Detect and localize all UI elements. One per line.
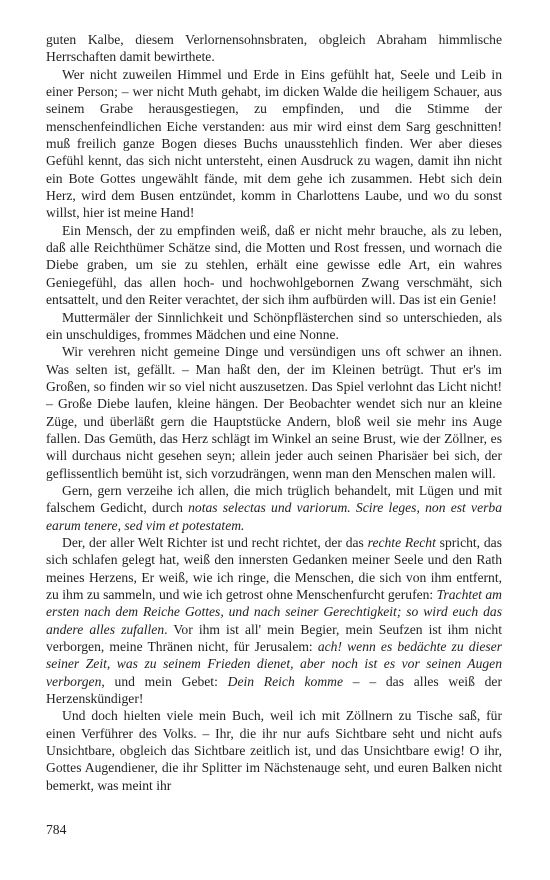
italic-text-run: Dein Reich komme [227,673,344,689]
paragraph [46,534,502,707]
text-run: Und doch hielten viele mein Buch, weil ich mit Zöllnern zu Tische saß, für einen Verführer des Volks. – Ihr, die ihr nur aufs Sichtbare seht und nicht aufs Unsichtbare, obgleich das Sichtbare zeitlich ist, und das Unsichtbare ewig! O ihr, Gottes Augendiener, die ihr Splitter im Nächstenauge seht, und euren Balken nicht bemerkt, was meint ihr [46,708,502,793]
text-run: Wir verehren nicht gemeine Dinge und versündigen uns oft schwer an ihnen. Was selten ist, gefällt. – Man haßt den, der im Kleinen betrügt. Thut er's im Großen, so finden wir so viel nicht auszusetzen. Das Spiel verlohnt das Licht nicht! – Große Diebe laufen, kleine hängen. Der Beobachter wendet sich nur an kleine Züge, und überläßt gern die Hauptstücke Andern, bloß weil sie mehr ins Auge fallen. Das Gemüth, das Herz schlägt im Winkel an seine Brust, wie der Zöllner, es will durchaus nicht gesehen seyn; allein jeder auch seinen Pharisäer bei sich, der geflissentlich bemüht ist, sich vorzudrängen, wenn man den Menschen malen will. [46,344,502,481]
text-run: Muttermäler der Sinnlichkeit und Schönpflästerchen sind so unterschieden, als ein unschuldiges, frommes Mädchen und eine Nonne. [46,309,502,342]
italic-text-run: rechte Recht [367,534,436,550]
page-text-block [46,31,502,794]
text-run: Gern, gern verzeihe ich allen, die mich trüglich behandelt, mit Lügen und mit falschem Gedicht, durch [46,482,502,516]
paragraph [46,222,502,309]
paragraph [46,31,502,66]
text-run: Ein Mensch, der zu empfinden weiß, daß er nicht mehr brauche, als zu leben, daß alle Reichthümer Schätze sind, die Motten und Rost fressen, und wornach die Diebe graben, um sie zu stehlen, erhält eine gewisse edle Art, ein wahres Geniegefühl, das allen hoch- und hochwohlgebornen Zwang verschmäht, sich entsattelt, und den Reiter verachtet, der sich ihm aufbürden will. Das ist ein Genie! [46,222,502,308]
page-number: 784 [46,822,67,837]
text-run: . Vor ihm ist all' mein Begier, mein Seufzen ist ihm nicht verborgen, meine Thränen nicht, für Jerusalem: [46,621,502,655]
italic-text-run: ach! wenn es bedächte zu dieser seiner Zeit, was zu seinem Frieden dienet, aber noch ist es vor seinen Augen verborgen [46,639,502,689]
paragraph [46,343,502,482]
italic-text-run: notas selectas und variorum. Scire leges, non est verba earum tenere, sed vim et potestatem. [46,500,502,533]
paragraph [46,707,502,794]
italic-text-run: Trachtet am ersten nach dem Reiche Gottes, und nach seiner Gerechtigkeit; so wird euch das andere alles zufallen [46,587,502,637]
paragraph [46,482,502,534]
paragraph [46,309,502,344]
text-run: guten Kalbe, diesem Verlornensohnsbraten, obgleich Abraham himmlische Herrschaften damit bewirthete. [46,32,502,65]
text-run: Der, der aller Welt Richter ist und recht richtet, der das [62,534,368,550]
text-run: , und mein Gebet: [101,673,228,689]
text-run: – – das alles weiß der Herzenskündiger! [46,673,502,707]
paragraph [46,66,502,222]
text-run: spricht, das sich schlafen gelegt hat, weiß den innersten Gedanken meiner Seele und den Rath meines Herzens, Er weiß, wie ich ringe, die Menschen, die sich von ihm entfernt, zu ihm zu sammeln, und wie ich getrost ohne Menschenfurcht gerufen: [46,534,502,602]
text-run: Wer nicht zuweilen Himmel und Erde in Eins gefühlt hat, Seele und Leib in einer Person; – wer nicht Muth gehabt, im dicken Walde die heiligem Schauer, aus seinem Grabe herausgestiegen, zu empfinden, und die Stimme der menschenfeindlichen Eiche verstanden: aus mir wird einst dem Sarg geschnitten! muß freilich ganze Bogen dieses Buchs unausstehlich finden. Wer aber dieses Gefühl kennt, das sich nicht untersteht, einen Ausdruck zu wagen, damit ihn nicht ein Bote Gottes ungewählt fände, mit dem gehe ich zusammen. Hebt sich dein Herz, wird dem Busen entzündet, komm in Charlottens Laube, und wo du sonst willst, hier ist meine Hand! [46,66,502,221]
